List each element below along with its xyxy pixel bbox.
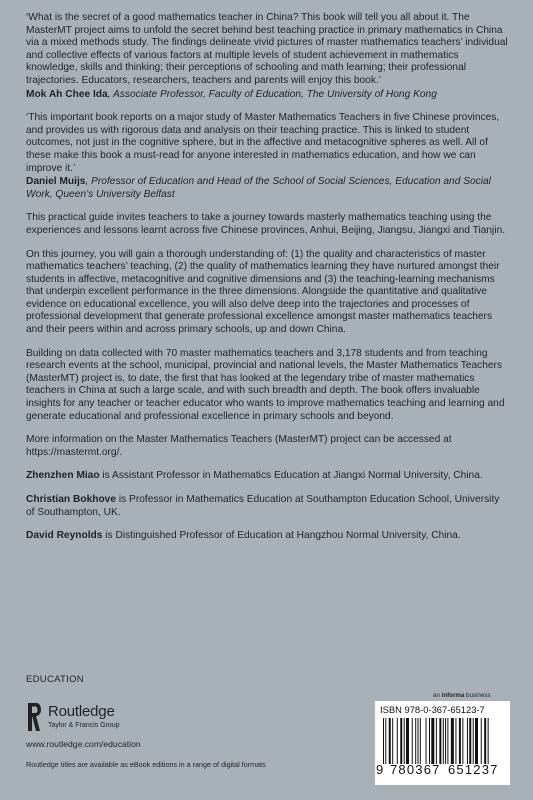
description-paragraph: This practical guide invites teachers to take a journey towards masterly mathematics teaching using the experiences and lessons learnt across five Chinese provinces, Anhui, Beijing, Jiangsu, Jiangxi and Tianjin. bbox=[26, 212, 506, 236]
publisher-url[interactable]: www.routledge.com/education bbox=[26, 739, 141, 749]
informa-suffix: business bbox=[464, 692, 491, 699]
barcode-bar bbox=[420, 718, 421, 764]
barcode-right-digits: 651237 bbox=[448, 762, 499, 777]
barcode-bar bbox=[415, 718, 416, 764]
barcode-bar bbox=[400, 718, 402, 764]
barcode-bar bbox=[397, 718, 398, 764]
barcode-bar bbox=[459, 718, 461, 764]
barcode-bar bbox=[462, 718, 463, 764]
barcode-bar bbox=[436, 718, 437, 764]
informa-brand: informa bbox=[441, 692, 465, 699]
barcode-bar bbox=[406, 718, 409, 764]
isbn-number: ISBN 978-0-367-65123-7 bbox=[380, 704, 485, 715]
barcode-bar bbox=[418, 718, 419, 764]
barcode-bar bbox=[451, 718, 454, 764]
barcode-bar bbox=[488, 718, 489, 764]
project-info-paragraph: More information on the Master Mathematics Teachers (MasterMT) project can be accessed at https://mastermt.org/. bbox=[26, 434, 452, 458]
barcode-bar bbox=[383, 718, 384, 764]
barcode-bar bbox=[426, 718, 427, 764]
barcode-bar bbox=[431, 718, 434, 764]
barcode-bar bbox=[443, 718, 444, 764]
barcode-bar bbox=[447, 718, 448, 764]
endorser-role: , Professor of Education and Head of the School of Social Sciences, Education and Social Work, Queen’s University Belfast bbox=[26, 176, 491, 200]
ebook-note: Routledge titles are available as eBook editions in a range of digital formats bbox=[26, 760, 266, 769]
barcode-bar bbox=[469, 718, 471, 764]
testimonial-quote: ‘This important book reports on a major study of Master Mathematics Teachers in five Chinese provinces, and provides us with rigorous data and analysis on their teaching practice. This is linked to student outcomes, not just in the cognitive sphere, but in the affective and metacognitive spheres as well. All of these make this book a must-read for anyone interested in mathematics education, and how we can improve it.’ bbox=[26, 112, 500, 174]
author-name: Zhenzhen Miao bbox=[26, 470, 100, 482]
barcode-lead-digit: 9 bbox=[376, 762, 384, 777]
barcode-bar bbox=[439, 718, 441, 764]
barcode-bar bbox=[481, 718, 482, 764]
subject-category: EDUCATION bbox=[26, 674, 84, 685]
barcode-bar bbox=[385, 718, 386, 764]
barcode-left-digits: 780367 bbox=[390, 762, 441, 777]
barcode-bar bbox=[467, 718, 468, 764]
endorser-role: , Associate Professor, Faculty of Education, The University of Hong Kong bbox=[107, 88, 437, 100]
barcode-bar bbox=[389, 718, 391, 764]
author-name: David Reynolds bbox=[26, 530, 103, 542]
description-paragraph: Building on data collected with 70 master mathematics teachers and 3,178 students and from teaching research events at the school, municipal, provincial and national levels, the Master Mathematics Teachers (MasterMT) project is, to date, the first that has looked at the legendary tribe of master mathematics teachers in China at such a large scale, and with such breadth and depth. The book offers invaluable insights for any teacher or teacher educator who wants to improve mathematics teaching and learning and generate educational and professional excellence in primary schools and beyond. bbox=[26, 347, 505, 422]
testimonial-attribution bbox=[26, 176, 510, 201]
barcode-bar bbox=[455, 718, 456, 764]
barcode-panel bbox=[375, 701, 510, 785]
testimonial-quote: ‘What is the secret of a good mathematics teacher in China? This book will tell you all about it. The MasterMT project aims to unfold the secret behind best teaching practice in primary mathematics in China via a mixed methods study. The findings delineate vivid pictures of master mathematics teachers’ individual and collective effects of various factors at multiple levels of student achievement in mathematics knowledge, skills and thinking; their perceptions of schooling and math learning; their professional trajectories. Educators, researchers, teachers and parents will enjoy this book.’ bbox=[26, 12, 508, 86]
barcode-icon bbox=[383, 718, 505, 764]
description-paragraph: On this journey, you will gain a thorough understanding of: (1) the quality and characteristics of master mathematics teachers’ teaching, (2) the quality of mathematics learning they have nurtured amongst their students in affective, metacognitive and cognitive dimensions and (3) the teaching-learning mechanisms that underpin excellent performance in the three dimensions. Alongside the quantitative and qualitative evidence on educational excellence, you will also delve deep into the trajectories and processes of professional development that generate professional excellence amongst master mathematics teachers and their peers within and across primary schools, up and down China. bbox=[26, 248, 500, 336]
publisher-logo bbox=[26, 701, 226, 735]
endorser-name: Daniel Muijs bbox=[26, 176, 86, 188]
publisher-name: Routledge bbox=[48, 703, 115, 720]
author-bio bbox=[26, 470, 510, 483]
author-bio bbox=[26, 530, 510, 543]
barcode-bar bbox=[412, 718, 413, 764]
publisher-group: Taylor & Francis Group bbox=[48, 722, 120, 729]
author-bio-text: is Professor in Mathematics Education at Southampton Education School, University of Southampton, UK. bbox=[26, 494, 500, 518]
author-name: Christian Bokhove bbox=[26, 494, 117, 505]
barcode-bar bbox=[429, 718, 430, 764]
barcode-bar bbox=[484, 718, 486, 764]
routledge-logo-icon bbox=[26, 701, 42, 733]
barcode-bar bbox=[445, 718, 446, 764]
testimonial-attribution bbox=[26, 89, 510, 102]
author-bio bbox=[26, 494, 510, 519]
informa-prefix: an bbox=[433, 692, 442, 699]
barcode-bar bbox=[392, 718, 393, 764]
barcode-bar bbox=[475, 718, 478, 764]
author-bio-text: is Assistant Professor in Mathematics Education at Jiangxi Normal University, China. bbox=[99, 470, 483, 482]
endorser-name: Mok Ah Chee Ida bbox=[26, 88, 108, 100]
author-bio-text: is Distinguished Professor of Education at Hangzhou Normal University, China. bbox=[102, 530, 461, 542]
barcode-bar bbox=[473, 718, 474, 764]
testimonial-1 bbox=[26, 12, 510, 101]
testimonial-2 bbox=[26, 112, 510, 201]
back-cover-text bbox=[26, 12, 510, 554]
informa-tagline bbox=[433, 692, 490, 699]
barcode-bar bbox=[404, 718, 405, 764]
